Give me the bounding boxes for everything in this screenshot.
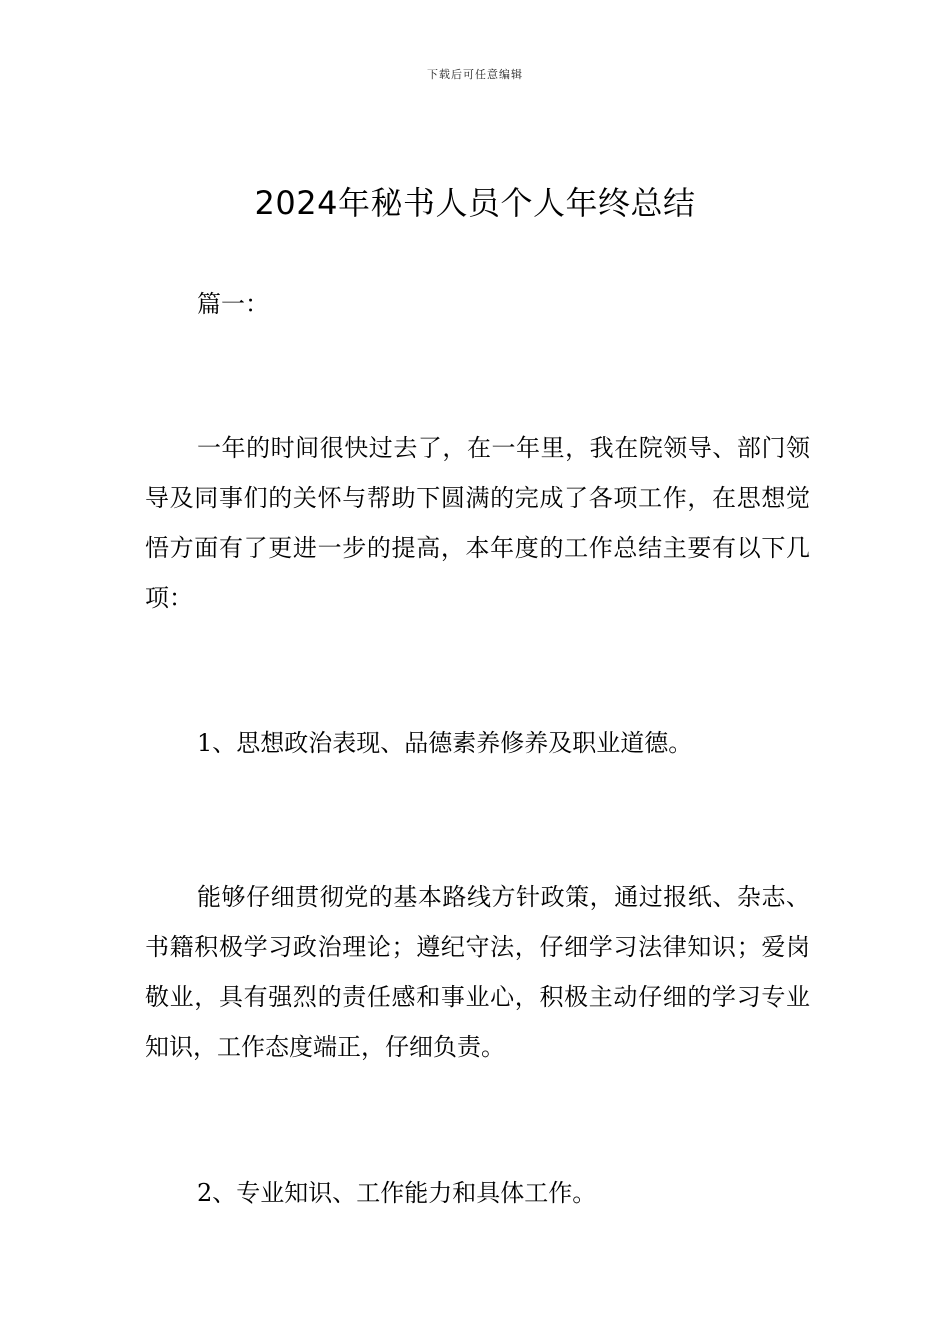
item2-heading: 2、专业知识、工作能力和具体工作。 — [197, 1179, 597, 1207]
item1-body-paragraph: 能够仔细贯彻党的基本路线方针政策，通过报纸、杂志、书籍积极学习政治理论；遵纪守法，仔细学习法律知识；爱岗敬业，具有强烈的责任感和事业心，积极主动仔细的学习专业知识，工作态度端正，仔细负责。 — [145, 883, 810, 1061]
header-note: 下载后可任意编辑 — [427, 68, 523, 81]
intro-paragraph: 一年的时间很快过去了，在一年里，我在院领导、部门领导及同事们的关怀与帮助下圆满的完成了各项工作，在思想觉悟方面有了更进一步的提高，本年度的工作总结主要有以下几项： — [145, 434, 810, 612]
section-label: 篇一： — [197, 290, 269, 318]
item1-heading: 1、思想政治表现、品德素养修养及职业道德。 — [197, 729, 693, 757]
document-title: 2024年秘书人员个人年终总结 — [254, 184, 696, 222]
